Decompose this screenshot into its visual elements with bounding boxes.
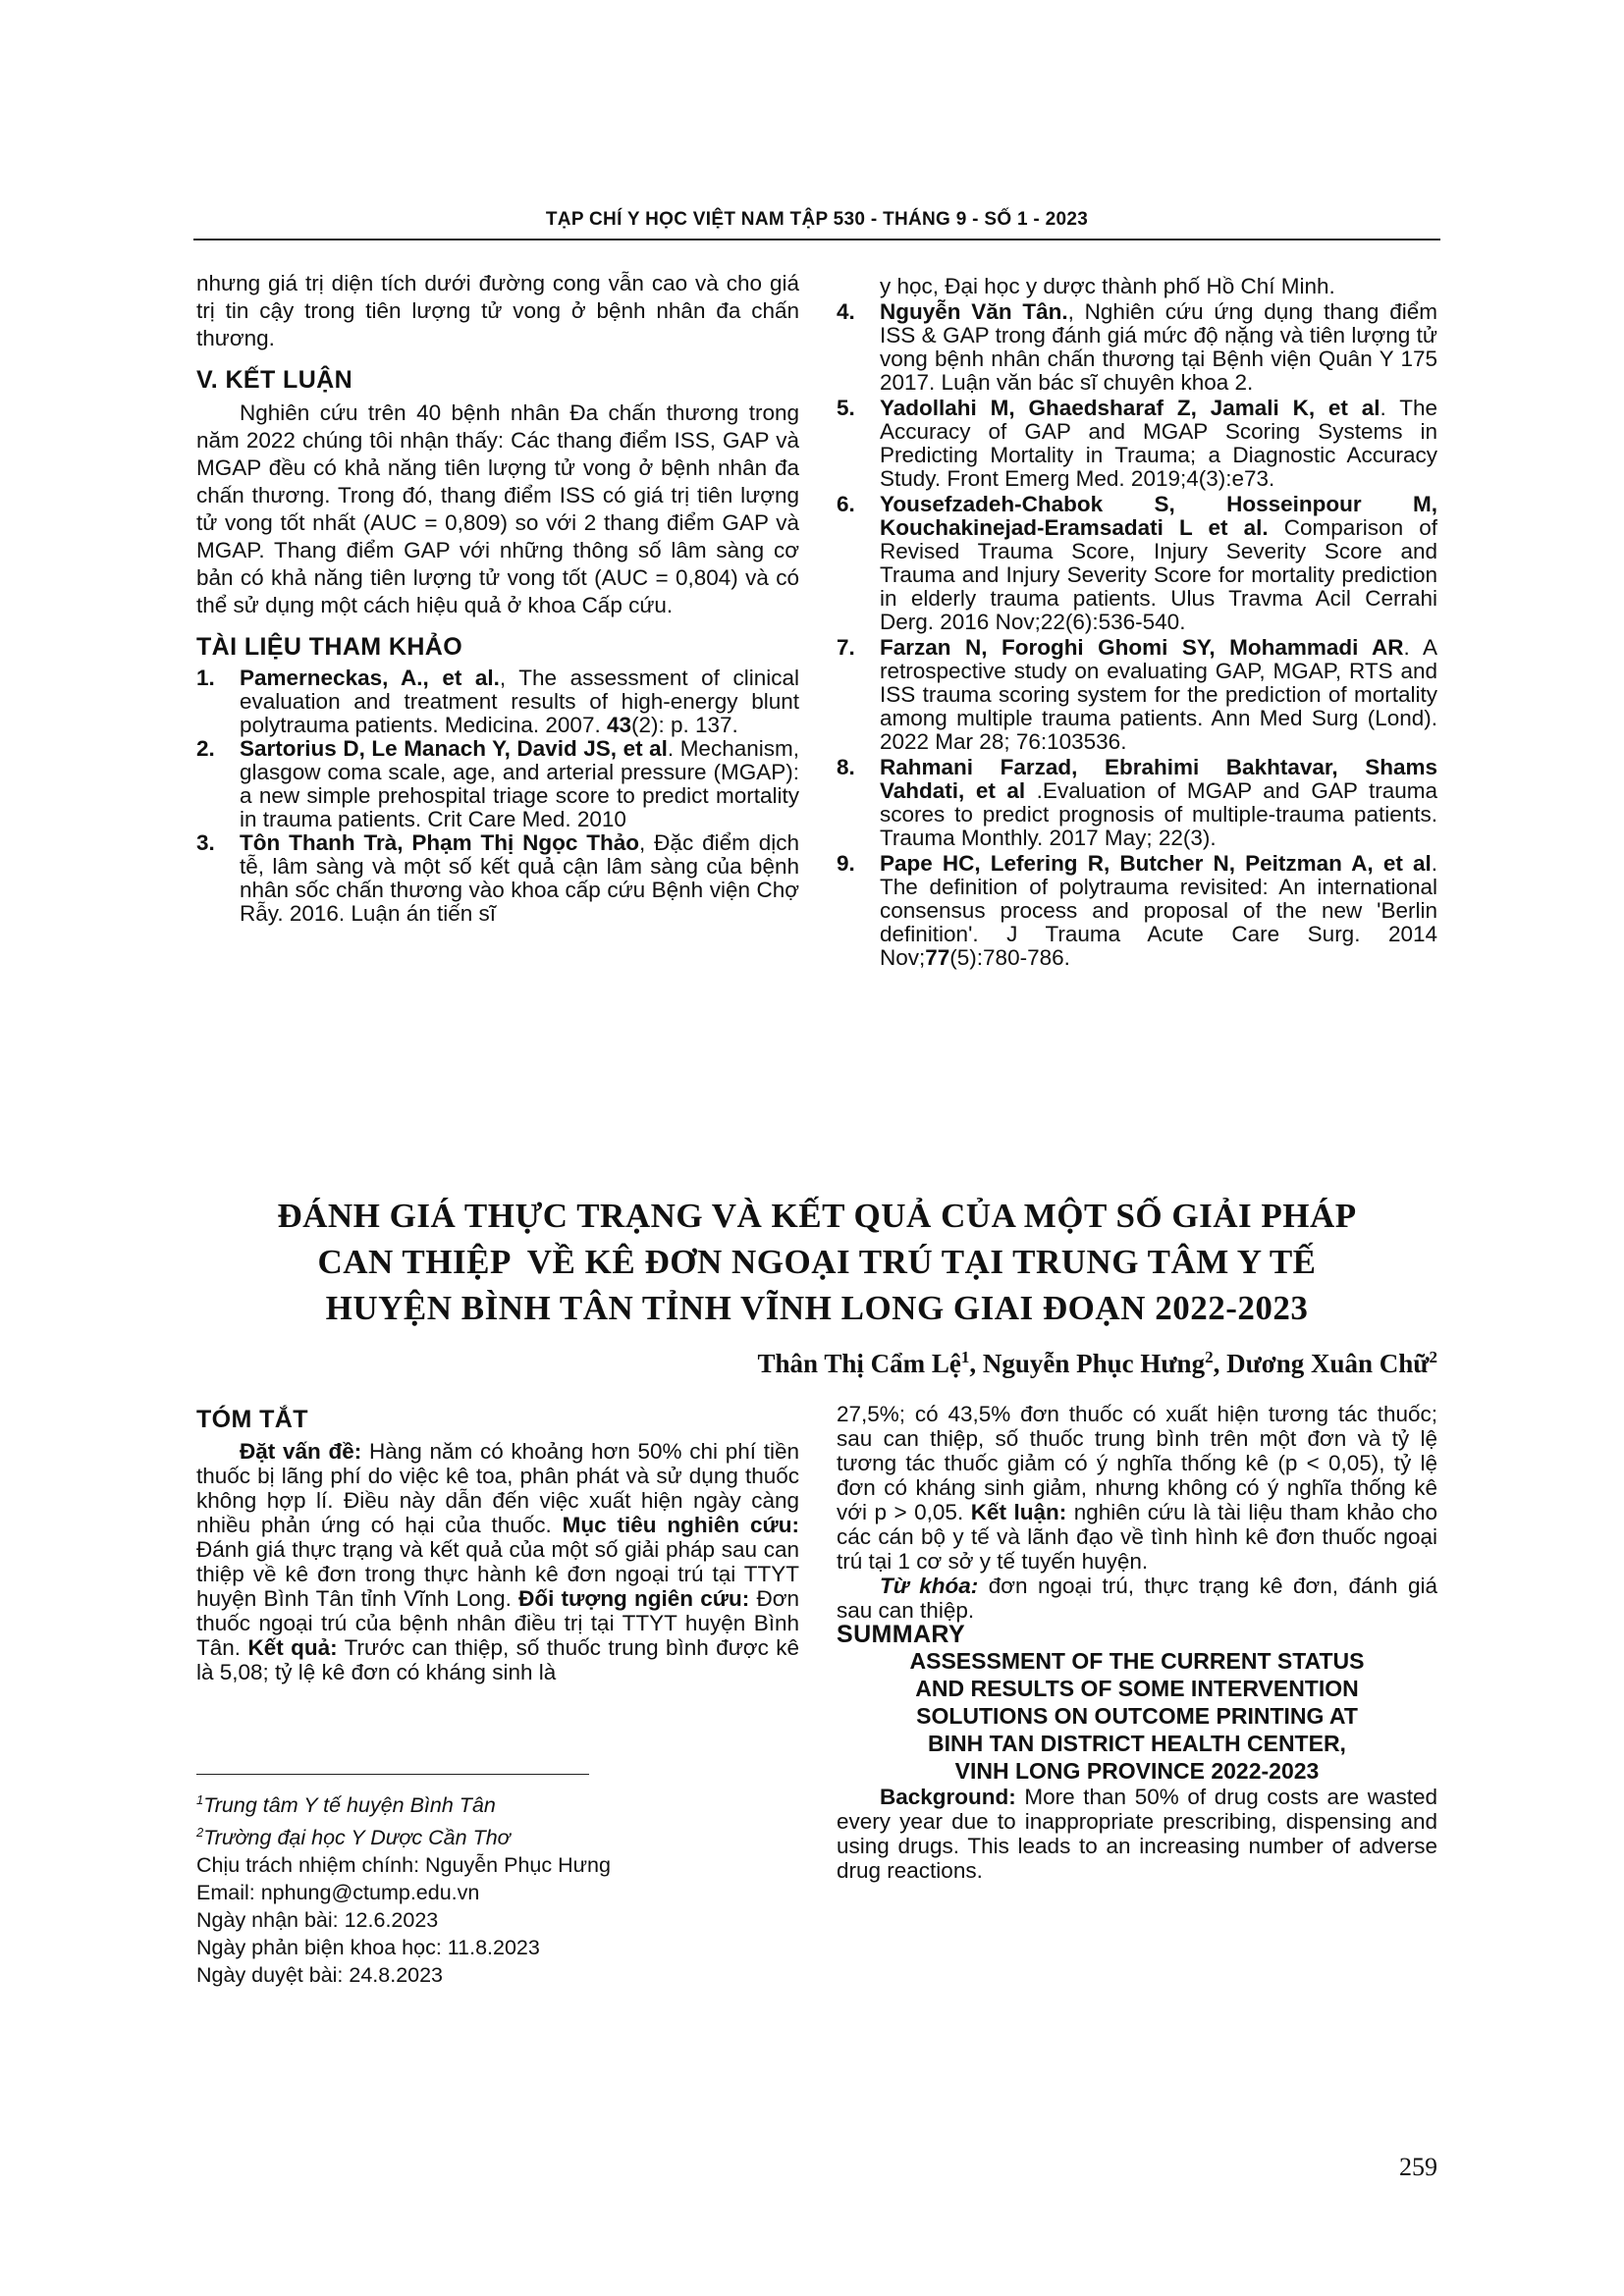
summary-title: ASSESSMENT OF THE CURRENT STATUS AND RESULTS OF SOME INTERVENTION SOLUTIONS ON OUTCOME PRINTING AT BINH TAN DISTRICT HEALTH CENTER, VINH LONG PROVINCE 2022-2023 [909,1648,1365,1784]
author-affiliation: 2 [1429,1348,1437,1366]
header-rule [193,239,1440,240]
reference-number: 7. [837,635,855,660]
abstract-label: Kết quả: [247,1635,338,1660]
reference-text: .Evaluation of MGAP and GAP trauma scores to predict prognosis of multiple-trauma patients. Trauma Monthly. 2017 May; 22(3). [880,778,1437,850]
affiliation-1: $^1$Trung tâm Y tế huyện Bình Tân [196,1792,496,1818]
reference-authors: Yadollahi M, Ghaedsharaf Z, Jamali K, et al [880,396,1380,420]
reference-text: . The Accuracy of GAP and MGAP Scoring Systems in Predicting Mortality in Trauma; a Diagnostic Accuracy Study. Front Emerg Med. 2019;4(3):e73. [880,396,1437,491]
reference-authors: Rahmani Farzad, Ebrahimi Bakhtavar, Shams Vahdati, et al [880,755,1437,803]
summary-heading: SUMMARY [837,1621,966,1648]
contact-email: Email: nphung@ctump.edu.vn [196,1881,480,1905]
footnotes [196,1787,799,1989]
reference-text: , The assessment of clinical evaluation and treatment results of high-energy blunt polytrauma patients. Medicina. 2007. [240,666,799,737]
author-name: Thân Thị Cẩm Lệ [757,1349,961,1378]
abstract-left-column [196,1406,799,1684]
reference-authors: Sartorius D, Le Manach Y, David JS, et al [240,736,668,761]
abstract-continuation: 27,5%; có 43,5% đơn thuốc có xuất hiện tương tác thuốc; sau can thiệp, số thuốc trung bình trên một đơn và tỷ lệ tương tác thuốc giảm có ý nghĩa thống kê (p < 0,05), tỷ lệ đơn có kháng sinh giảm, nhưng không có ý nghĩa thống kê với p > 0,05. Kết luận: nghiên cứu là tài liệu tham khảo cho các cán bộ y tế và lãnh đạo về tình hình kê đơn thuốc ngoại trú tại 1 cơ sở y tế tuyến huyện. [837,1402,1437,1574]
article-title-line: ĐÁNH GIÁ THỰC TRẠNG VÀ KẾT QUẢ CỦA MỘT SỐ GIẢI PHÁP [277,1197,1357,1235]
conclusion-heading: V. KẾT LUẬN [196,366,353,394]
journal-header: TẠP CHÍ Y HỌC VIỆT NAM TẬP 530 - THÁNG 9 - SỐ 1 - 2023 [545,209,1089,230]
abstract-label: Đặt vấn đề: [240,1439,362,1464]
reference-item [837,636,1437,754]
reference-item [196,667,799,737]
abstract-text: Đặt vấn đề: Hàng năm có khoảng hơn 50% chi phí tiền thuốc bị lãng phí do việc kê toa, phân phát và sử dụng thuốc không hợp lí. Điều này dẫn đến việc xuất hiện ngày càng nhiều phản ứng có hại của thuốc. Mục tiêu nghiên cứu: Đánh giá thực trạng và kết quả của một số giải pháp sau can thiệp về kê đơn trong thực hành kê đơn ngoại trú tại TTYT huyện Bình Tân tỉnh Vĩnh Long. Đối tượng ngiên cứu: Đơn thuốc ngoại trú của bệnh nhân điều trị tại TTYT huyện Bình Tân. Kết quả: Trước can thiệp, số thuốc trung bình được kê là 5,08; tỷ lệ kê đơn có kháng sinh là [196,1439,800,1684]
background-label: Background: [880,1785,1016,1809]
reference-tail: (5):780-786. [949,945,1070,970]
reference-item [196,831,799,926]
reference-text: . Mechanism, glasgow coma scale, age, and arterial pressure (MGAP): a new simple prehospital triage score to predict mortality in trauma patients. Crit Care Med. 2010 [240,736,799,831]
keywords-label: Từ khóa: [880,1574,979,1598]
reference-item [837,493,1437,634]
reference-text: , Đặc điểm dịch tễ, lâm sàng và một số kết quả cận lâm sàng của bệnh nhân sốc chấn thương vào khoa cấp cứu Bệnh viện Chợ Rẫy. 2016. Luận án tiến sĩ [240,830,799,926]
article-title [196,1193,1437,1331]
reference-volume: 43 [606,713,631,737]
date-received: Ngày nhận bài: 12.6.2023 [196,1908,439,1933]
responsible-author: Chịu trách nhiệm chính: Nguyễn Phục Hưng [196,1853,611,1878]
abstract-heading: TÓM TẮT [196,1406,308,1433]
reference-number: 3. [196,830,215,855]
reference-volume: 77 [925,945,950,970]
reference-item [837,852,1437,970]
references-list-left [196,667,799,926]
prev-article-right-column [837,275,1437,972]
reference-continuation: y học, Đại học y dược thành phố Hồ Chí Minh. [880,274,1335,298]
reference-tail: (2): p. 137. [631,713,738,737]
article-authors: Thân Thị Cẩm Lệ$^1$, Nguyễn Phục Hưng$^2$, Dương Xuân Chữ$^2$ [757,1348,1437,1378]
author-name: Dương Xuân Chữ [1226,1349,1430,1378]
reference-authors: Pamerneckas, A., et al. [240,666,500,690]
reference-item [196,737,799,831]
article-title-line: HUYỆN BÌNH TÂN TỈNH VĨNH LONG GIAI ĐOẠN 2022-2023 [325,1289,1309,1327]
author-affiliation: 2 [1205,1348,1214,1366]
reference-text: , Nghiên cứu ứng dụng thang điểm ISS & GAP trong đánh giá mức độ nặng và tiên lượng tử vong bệnh nhân chấn thương tại Bệnh viện Quân Y 175 2017. Luận văn bác sĩ chuyên khoa 2. [880,299,1437,395]
abstract-label: Kết luận: [970,1500,1067,1524]
author-name: Nguyễn Phục Hưng [982,1349,1206,1378]
reference-number: 5. [837,396,855,420]
conclusion-text: Nghiên cứu trên 40 bệnh nhân Đa chấn thương trong năm 2022 chúng tôi nhận thấy: Các thang điểm ISS, GAP và MGAP đều có khả năng tiên lượng tử vong ở bệnh nhân đa chấn thương. Trong đó, thang điểm ISS có giá trị tiên lượng tử vong tốt nhất (AUC = 0,809) so với 2 thang điểm GAP và MGAP. Thang điểm GAP với những thông số lâm sàng cơ bản có khả năng tiên lượng tử vong tốt (AUC = 0,804) và có thể sử dụng một cách hiệu quả ở khoa Cấp cứu. [196,400,799,617]
reference-item [837,300,1437,395]
background-text: Background: More than 50% of drug costs are wasted every year due to inappropriate prescribing, dispensing and using drugs. This leads to an increasing number of adverse drug reactions. [837,1785,1437,1883]
references-list-right [837,275,1437,970]
reference-text: . A retrospective study on evaluating GAP, MGAP, RTS and ISS trauma scoring system for the prediction of mortality among multiple trauma patients. Ann Med Surg (Lond). 2022 Mar 28; 76:103536. [880,635,1437,754]
references-heading: TÀI LIỆU THAM KHẢO [196,633,463,661]
reference-item [837,756,1437,850]
reference-number: 4. [837,299,855,324]
reference-authors: Yousefzadeh-Chabok S, Hosseinpour M, Kouchakinejad-Eramsadati L et al. [880,492,1437,540]
abstract-right-column [837,1402,1437,1883]
abstract-label: Đối tượng ngiên cứu: [518,1586,750,1611]
reference-number: 6. [837,492,855,516]
reference-number: 2. [196,736,215,761]
affiliation-2: $^2$Trường đại học Y Dược Cần Thơ [196,1825,511,1850]
reference-number: 1. [196,666,215,690]
article-title-line: CAN THIỆP VỀ KÊ ĐƠN NGOẠI TRÚ TẠI TRUNG TÂM Y TẾ [317,1243,1317,1281]
reference-authors: Tôn Thanh Trà, Phạm Thị Ngọc Thảo [240,830,640,855]
keywords: Từ khóa: đơn ngoại trú, thực trạng kê đơn, đánh giá sau can thiệp. [837,1574,1437,1623]
reference-text: . The definition of polytrauma revisited: An international consensus process and proposal of the new 'Berlin definition'. J Trauma Acute Care Surg. 2014 Nov; [880,851,1437,970]
reference-authors: Nguyễn Văn Tân. [880,299,1068,324]
date-accepted: Ngày duyệt bài: 24.8.2023 [196,1963,444,1988]
prev-article-left-column [196,270,799,926]
reference-item [837,397,1437,491]
abstract-label: Mục tiêu nghiên cứu: [562,1513,800,1537]
footnote-rule [196,1774,589,1775]
date-reviewed: Ngày phản biện khoa học: 11.8.2023 [196,1936,540,1960]
reference-text: Comparison of Revised Trauma Score, Injury Severity Score and Trauma and Injury Severity Score for mortality prediction in elderly trauma patients. Ulus Travma Acil Cerrahi Derg. 2016 Nov;22(6):536-540. [880,515,1437,634]
author-affiliation: 1 [960,1348,970,1366]
page-number: 259 [1399,2153,1437,2181]
reference-authors: Farzan N, Foroghi Ghomi SY, Mohammadi AR [880,635,1404,660]
reference-authors: Pape HC, Lefering R, Butcher N, Peitzman A, et al [880,851,1432,876]
reference-number: 9. [837,851,855,876]
reference-number: 8. [837,755,855,779]
discussion-tail: nhưng giá trị diện tích dưới đường cong vẫn cao và cho giá trị tin cậy trong tiên lượng tử vong ở bệnh nhân đa chấn thương. [196,271,799,350]
